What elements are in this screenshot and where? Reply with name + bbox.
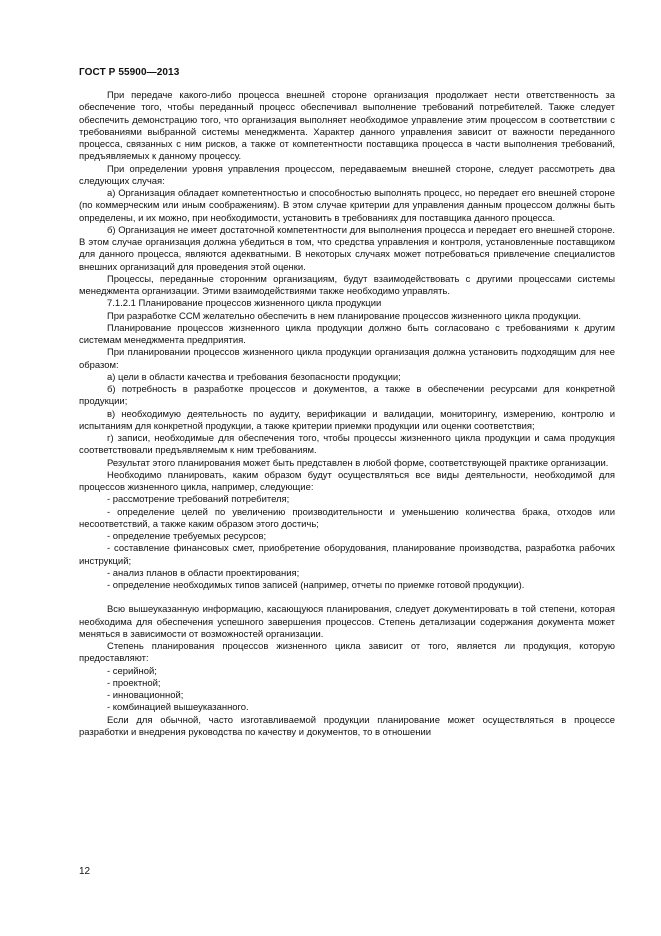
paragraph: Планирование процессов жизненного цикла продукции должно быть согласовано с требованиями к другим системам менеджмента предприятия. xyxy=(79,322,615,346)
list-item: а) цели в области качества и требования безопасности продукции; xyxy=(107,371,401,383)
document-header: ГОСТ Р 55900—2013 xyxy=(79,67,180,78)
list-item: - рассмотрение требований потребителя; xyxy=(107,494,290,506)
list-item: б) потребность в разработке процессов и документов, а также в обеспечении ресурсами для конкретной продукции; xyxy=(79,384,615,408)
paragraph: Необходимо планировать, каким образом будут осуществляться все виды деятельности, необходимой для процессов жизненного цикла, например, следующие: xyxy=(79,469,615,493)
paragraph: Если для обычной, часто изготавливаемой продукции планирование может осуществляться в процессе разработки и внедрения руководства по качеству и документов, то в отношении xyxy=(79,714,615,738)
paragraph-gap xyxy=(79,592,615,604)
page-number: 12 xyxy=(79,866,91,877)
paragraph: При планировании процессов жизненного цикла продукции организация должна установить подходящим для нее образом: xyxy=(79,347,615,371)
list-item: - составление финансовых смет, приобретение оборудования, планирование производства, разработка рабочих инструкций; xyxy=(79,543,615,567)
paragraph: Процессы, переданные сторонним организациям, будут взаимодействовать с другими процессами системы менеджмента организации. Этими взаимодействиями также необходимо управлять. xyxy=(79,273,615,297)
list-item: б) Организация не имеет достаточной компетентности для выполнения процесса и передает его внешней стороне. В этом случае организация должна убедиться в том, что средства управления и контроля, установленные поставщиком для данного процесса, являются адекватными. В некоторых случаях может потребоваться привлечение специалистов внешних организаций для проведения этой оценки. xyxy=(79,224,615,273)
section-heading: 7.1.2.1 Планирование процессов жизненного цикла продукции xyxy=(107,298,382,310)
paragraph: Результат этого планирования может быть представлен в любой форме, соответствующей практике организации. xyxy=(107,457,609,469)
paragraph: При разработке ССМ желательно обеспечить в нем планирование процессов жизненного цикла продукции. xyxy=(107,310,582,322)
list-item: в) необходимую деятельность по аудиту, верификации и валидации, мониторингу, измерению, контролю и испытаниям для конкретной продукции, а также критерии приемки продукции или оценки соответствия; xyxy=(79,408,615,432)
list-item: - определение целей по увеличению производительности и уменьшению количества брака, отходов или несоответствий, а также каким образом этого достичь; xyxy=(79,506,615,530)
list-item: - определение требуемых ресурсов; xyxy=(107,531,267,542)
paragraph: При определении уровня управления процессом, передаваемым внешней стороне, следует рассмотреть два следующих случая: xyxy=(79,163,615,187)
list-item: - анализ планов в области проектирования; xyxy=(107,567,300,579)
paragraph: Всю вышеуказанную информацию, касающуюся планирования, следует документировать в той степени, которая необходима для обеспечения успешного завершения процессов. Степень детализации содержания документа может меняться в зависимости от возможностей организации. xyxy=(79,604,615,640)
list-item: - комбинацией вышеуказанного. xyxy=(107,702,249,714)
paragraph: При передаче какого-либо процесса внешней стороне организация продолжает нести ответственность за обеспечение того, чтобы переданный процесс обеспечивал выполнение требований потребителей. Также следует обеспечить демонстрацию того, что организация выполняет необходимое управление этим процессом в соответствии с требованиями выбранной системы менеджмента. Характер данного управления зависит от важности переданного процесса, связанных с ним рисков, а также от компетентности поставщика процесса в части выполнения требований, предъявляемых к данному процессу. xyxy=(79,90,615,163)
list-item: - серийной; xyxy=(107,665,157,677)
document-body xyxy=(79,90,615,739)
list-item: г) записи, необходимые для обеспечения того, чтобы процессы жизненного цикла продукции и сама продукция соответствовали предъявляемым к ним требованиям. xyxy=(79,433,615,457)
list-item: - инновационной; xyxy=(107,690,184,701)
list-item: - определение необходимых типов записей (например, отчеты по приемке готовой продукции). xyxy=(107,580,525,591)
list-item: - проектной; xyxy=(107,677,161,689)
paragraph: Степень планирования процессов жизненного цикла зависит от того, является ли продукция, которую предоставляют: xyxy=(79,641,615,665)
list-item: а) Организация обладает компетентностью и способностью выполнять процесс, но передает его внешней стороне (по коммерческим или иным соображениям). В этом случае критерии для управления данным процессом должны быть определены, и их можно, при необходимости, установить в требованиях для поставщика данного процесса. xyxy=(79,188,615,224)
